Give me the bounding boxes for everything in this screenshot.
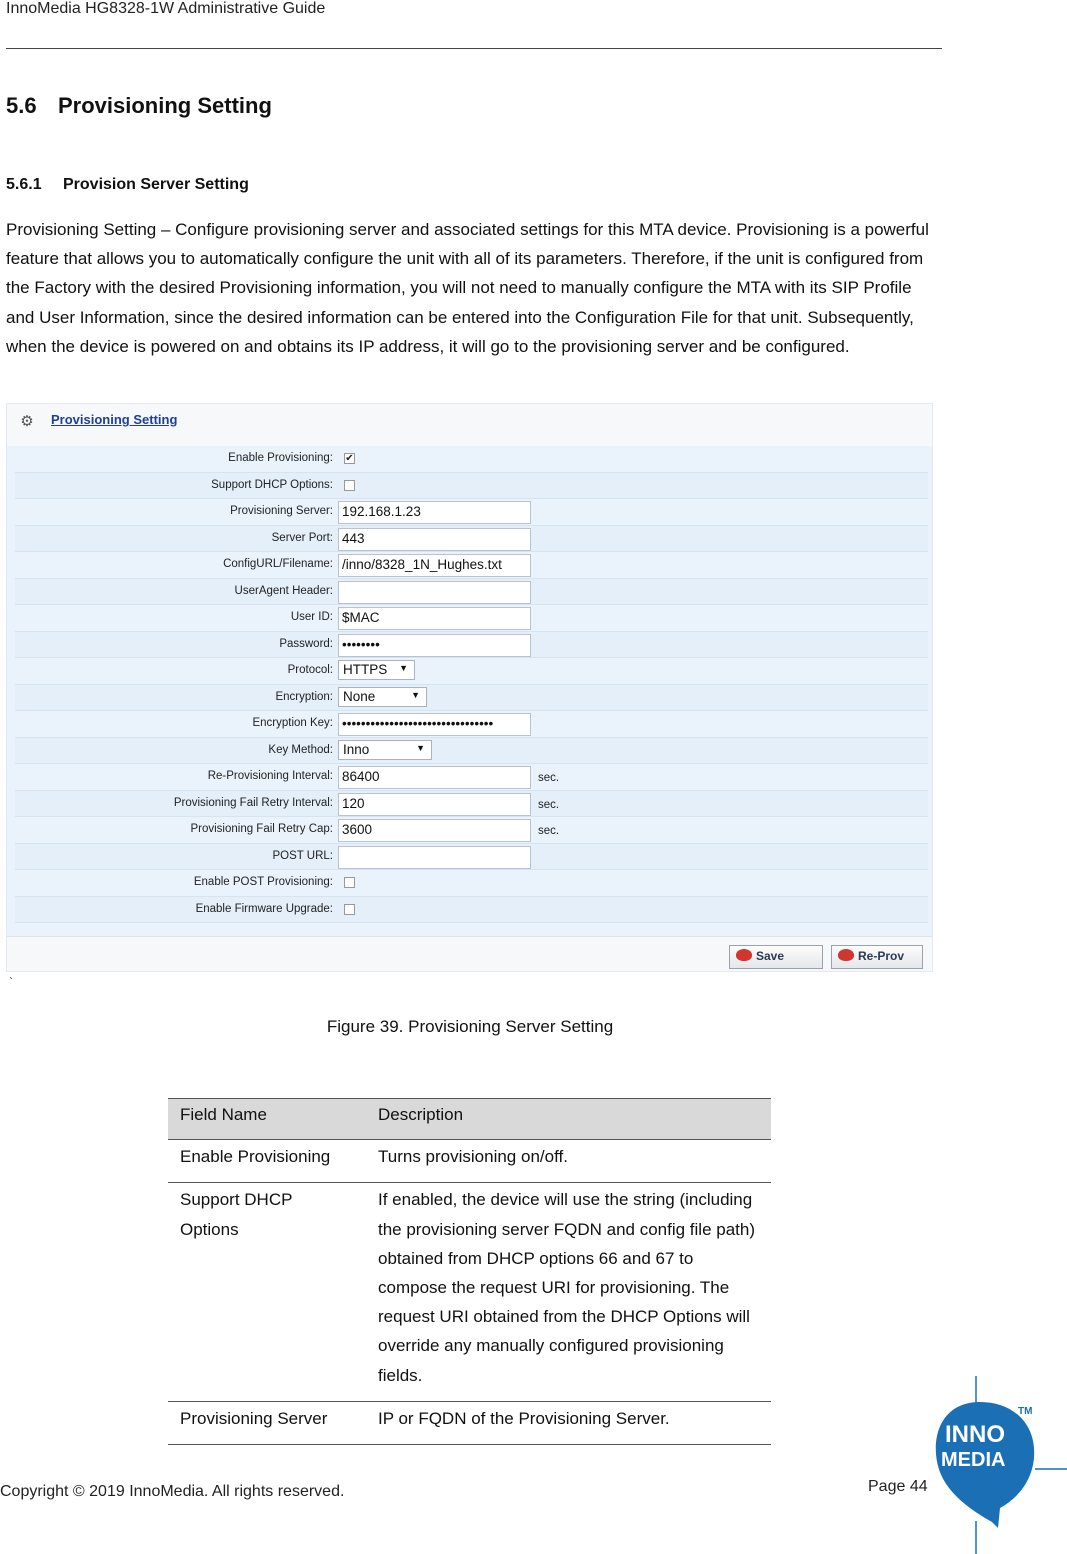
enable-firmware-checkbox[interactable] (344, 904, 355, 915)
row-user-agent (15, 579, 928, 606)
row-enable-firmware (15, 897, 928, 924)
support-dhcp-checkbox[interactable] (344, 480, 355, 491)
row-support-dhcp (15, 473, 928, 500)
provisioning-screenshot (6, 403, 933, 972)
dropdown-arrow-icon: ▼ (416, 742, 425, 753)
gear-icon: ⚙ (20, 413, 34, 430)
field-label: ConfigURL/Filename: (223, 558, 333, 570)
logo-text-inno: INNO (945, 1421, 1005, 1448)
field-label: POST URL: (272, 849, 333, 862)
table-row (168, 1401, 771, 1444)
fail-retry-cap-input[interactable]: 3600 (338, 819, 531, 842)
row-fail-retry-interval (15, 791, 928, 818)
table-cell-description: IP or FQDN of the Provisioning Server. (366, 1401, 771, 1444)
field-label: Protocol: (287, 664, 333, 676)
row-user-id (15, 605, 928, 632)
table-cell-field: Provisioning Server (168, 1401, 366, 1444)
screenshot-footer (7, 936, 932, 972)
table-header-row (168, 1099, 771, 1140)
encryption-key-input[interactable]: •••••••••••••••••••••••••••••••• (338, 713, 531, 736)
row-post-url (15, 844, 928, 871)
table-row (168, 1140, 771, 1183)
save-label: Save (756, 949, 785, 963)
config-url-input[interactable]: /inno/8328_1N_Hughes.txt (338, 554, 531, 577)
section-title-text: Provisioning Setting (58, 93, 272, 118)
field-label: UserAgent Header: (234, 584, 333, 597)
field-label: Password: (279, 637, 333, 650)
logo-text-media: MEDIA (941, 1449, 1006, 1471)
reprov-icon (838, 949, 854, 961)
header-title: InnoMedia HG8328-1W Administrative Guide (6, 0, 326, 17)
header-rule (6, 48, 942, 49)
table-header-cell: Description (366, 1099, 771, 1140)
subsection-title (6, 176, 249, 194)
user-id-input[interactable]: $MAC (338, 607, 531, 630)
row-encryption (15, 685, 928, 712)
password-input[interactable]: •••••••• (338, 634, 531, 657)
footer-copyright: Copyright © 2019 InnoMedia. All rights reserved. (0, 1483, 345, 1500)
logo-trademark: TM (1018, 1406, 1033, 1417)
dropdown-arrow-icon: ▼ (399, 663, 408, 673)
field-label: Key Method: (268, 743, 333, 756)
screenshot-header (7, 404, 932, 446)
figure-caption: Figure 39. Provisioning Server Setting (326, 1017, 614, 1036)
field-label: Server Port: (271, 531, 333, 544)
screenshot-title[interactable]: Provisioning Setting (51, 412, 178, 427)
table-row (168, 1183, 771, 1401)
table-cell-description: Turns provisioning on/off. (366, 1140, 771, 1183)
table-cell-field: Enable Provisioning (168, 1140, 366, 1183)
server-port-input[interactable]: 443 (338, 528, 531, 551)
field-label: Provisioning Server: (230, 505, 333, 517)
encryption-value: None (343, 688, 376, 704)
field-label: Enable POST Provisioning: (193, 876, 333, 888)
post-url-input[interactable] (338, 846, 531, 869)
save-button[interactable] (729, 945, 823, 969)
enable-provisioning-checkbox[interactable]: ✔ (345, 453, 354, 464)
field-label: Encryption: (275, 690, 333, 703)
row-key-method (15, 738, 928, 765)
row-password (15, 632, 928, 659)
protocol-select[interactable] (338, 660, 415, 680)
row-reprov-interval (15, 764, 928, 791)
enable-post-checkbox[interactable] (344, 877, 355, 888)
field-description-table (168, 1098, 771, 1445)
row-enable-provisioning (15, 446, 928, 473)
section-title (6, 93, 272, 119)
dropdown-arrow-icon: ▼ (411, 689, 420, 700)
key-method-select[interactable] (338, 740, 432, 760)
body-paragraph: Provisioning Setting – Configure provisioning server and associated settings for this MTA device. Provisioning is a powerful feature that allows you to automatically configure the unit with all of its parameters. Therefore, if the unit is configured from the Factory with the desired Provisioning information, you will not need to manually configure the MTA with its SIP Profile and User Information, since the desired information can be entered into the Configuration File for that unit. Subsequently, when the device is powered on and obtains its IP address, it will go to the provisioning server and be configured. (6, 220, 929, 356)
user-agent-input[interactable] (338, 581, 531, 604)
row-server-port (15, 526, 928, 553)
row-protocol (15, 658, 928, 685)
subsection-title-text: Provision Server Setting (63, 176, 249, 193)
table-cell-field: Support DHCP Options (168, 1183, 366, 1401)
row-config-url (15, 552, 928, 579)
form-rows (15, 446, 928, 959)
unit-label: sec. (538, 798, 560, 811)
innomedia-logo (930, 1376, 1067, 1554)
reprov-label: Re-Prov (858, 949, 905, 963)
unit-label: sec. (538, 772, 560, 784)
table-header-cell: Field Name (168, 1099, 366, 1140)
field-label: User ID: (290, 611, 333, 623)
protocol-value: HTTPS (343, 662, 388, 677)
footer-page-number: Page 44 (868, 1478, 928, 1495)
stray-mark: ` (9, 975, 13, 989)
field-label: Enable Firmware Upgrade: (195, 902, 333, 915)
unit-label: sec. (538, 825, 560, 837)
provisioning-server-input[interactable]: 192.168.1.23 (338, 501, 531, 524)
row-fail-retry-cap (15, 817, 928, 844)
row-provisioning-server (15, 499, 928, 526)
field-label: Encryption Key: (252, 717, 333, 729)
field-label: Enable Provisioning: (228, 452, 333, 464)
row-encryption-key (15, 711, 928, 738)
save-icon (736, 949, 752, 961)
field-label: Support DHCP Options: (211, 478, 333, 491)
reprov-interval-input[interactable]: 86400 (338, 766, 531, 789)
fail-retry-interval-input[interactable]: 120 (338, 793, 531, 816)
key-method-value: Inno (343, 741, 370, 757)
section-number: 5.6 (6, 93, 37, 118)
field-label: Re-Provisioning Interval: (207, 770, 333, 782)
field-label: Provisioning Fail Retry Cap: (190, 823, 333, 835)
subsection-number: 5.6.1 (6, 176, 42, 193)
row-enable-post (15, 870, 928, 897)
field-label: Provisioning Fail Retry Interval: (173, 796, 333, 809)
encryption-select[interactable] (338, 687, 427, 707)
table-cell-description: If enabled, the device will use the string (including the provisioning server FQDN and config file path) obtained from DHCP options 66 and 67 to compose the request URI for provisioning. The request URI obtained from the DHCP Options will override any manually configured provisioning fields. (366, 1183, 771, 1401)
reprov-button[interactable] (831, 945, 923, 969)
